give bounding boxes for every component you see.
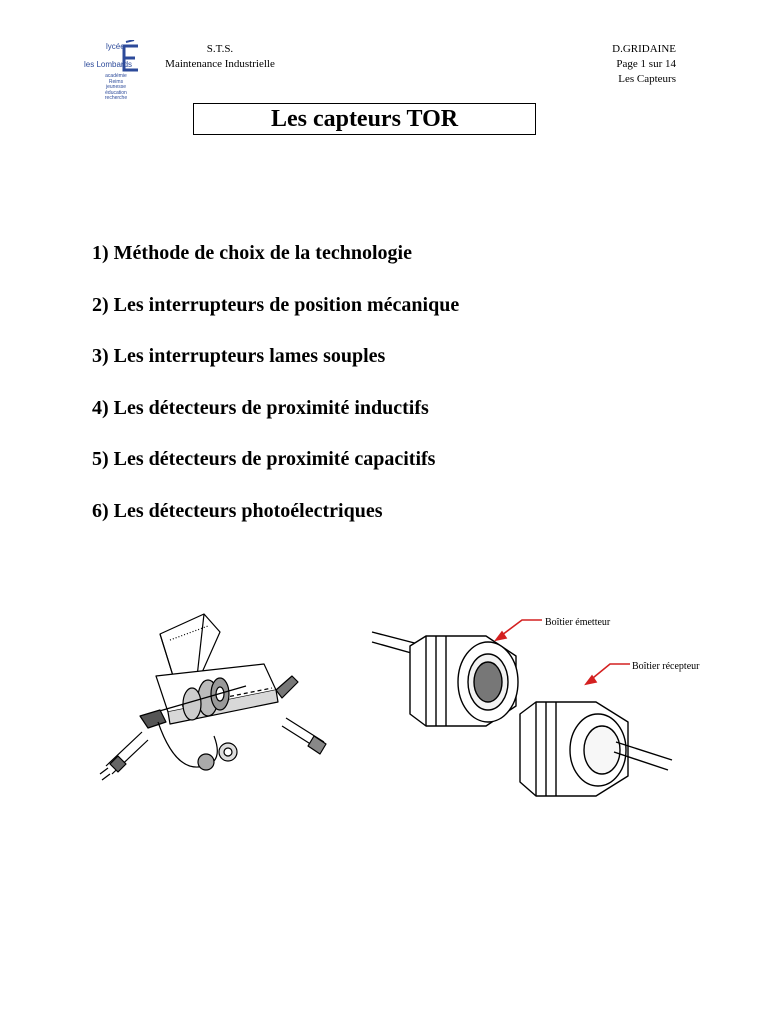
header-center [140,42,300,72]
header-school-level: S.T.S. [206,43,234,55]
toc-item: 4) Les détecteurs de proximité inductifs [92,396,429,419]
table-of-contents [92,237,459,547]
school-logo [84,40,148,110]
header-right [612,42,676,87]
page-title: Les capteurs TOR [193,103,536,135]
header-chapter: Les Capteurs [618,73,676,85]
toc-item: 2) Les interrupteurs de position mécanique [92,293,460,316]
toc-item: 1) Méthode de choix de la technologie [92,242,412,264]
toc-item: 6) Les détecteurs photoélectriques [92,499,383,522]
header-page-number: Page 1 sur 14 [616,58,676,70]
header-course: Maintenance Industrielle [165,58,275,70]
toc-item: 5) Les détecteurs de proximité capacitifs [92,448,436,471]
toc-item: 3) Les interrupteurs lames souples [92,345,386,368]
logo-subtext: académie Reims jeunesse éducation recherche [104,73,128,101]
callout-receiver-label: Boîtier récepteur [632,661,700,672]
photoelectric-sensors-illustration [366,606,726,816]
callout-emitter-label: Boîtier émetteur [545,617,611,628]
header-author: D.GRIDAINE [612,43,676,55]
logo-line-1: lycée [106,42,125,51]
logo-line-2: les Lombards [84,60,133,69]
machine-illustration [96,606,336,796]
